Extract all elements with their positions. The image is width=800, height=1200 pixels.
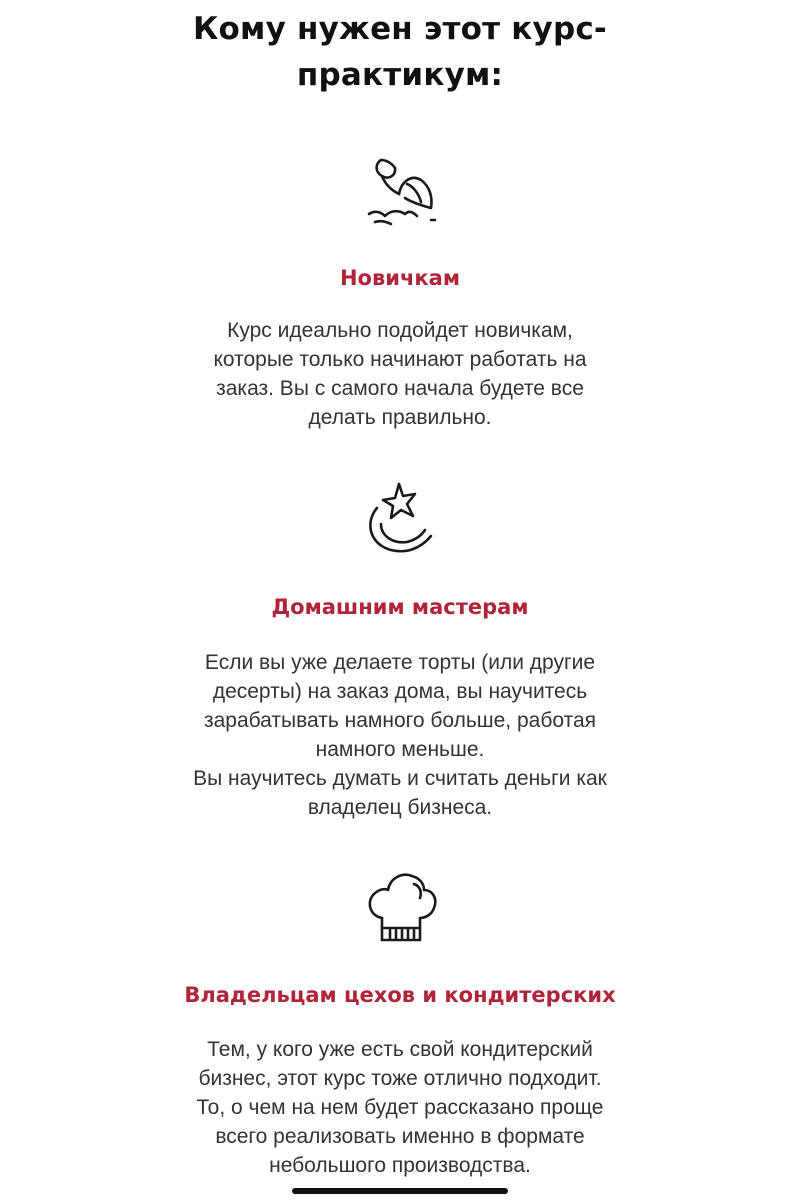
section-text-shop-owners	[0, 1035, 800, 1180]
text-line: всего реализовать именно в формате	[215, 1125, 585, 1148]
page-title-line-1: Кому нужен этот курс-	[193, 11, 607, 47]
text-line: небольшого производства.	[269, 1154, 531, 1177]
text-line: Тем, у кого уже есть свой кондитерский	[207, 1038, 593, 1061]
section-heading-home-bakers: Домашним мастерам	[271, 595, 529, 619]
text-line: десерты) на заказ дома, вы научитесь	[212, 680, 588, 703]
section-text-beginners	[0, 316, 800, 432]
text-line: которые только начинают работать на	[213, 348, 587, 371]
text-line: Курс идеально подойдет новичкам,	[227, 319, 573, 342]
sprout-icon	[0, 150, 800, 240]
text-line: намного меньше.	[315, 738, 485, 761]
star-moon-icon	[0, 478, 800, 558]
home-indicator-bar[interactable]	[292, 1188, 508, 1194]
text-line: зарабатывать намного больше, работая	[203, 709, 597, 732]
page-title	[0, 6, 800, 98]
text-line: бизнес, этот курс тоже отлично подходит.	[198, 1067, 602, 1090]
text-line: владелец бизнеса.	[307, 796, 493, 819]
section-heading-shop-owners: Владельцам цехов и кондитерских	[184, 983, 616, 1007]
section-text-home-bakers	[0, 648, 800, 822]
section-heading-beginners: Новичкам	[339, 266, 460, 290]
text-line: То, о чем на нем будет рассказано проще	[196, 1096, 604, 1119]
text-line: Если вы уже делаете торты (или другие	[204, 651, 596, 674]
text-line: Вы научитесь думать и считать деньги как	[193, 767, 607, 790]
text-line: заказ. Вы с самого начала будете все	[216, 377, 584, 400]
page-title-line-2: практикум:	[296, 57, 504, 93]
text-line: делать правильно.	[308, 406, 492, 429]
chef-hat-icon	[0, 866, 800, 948]
